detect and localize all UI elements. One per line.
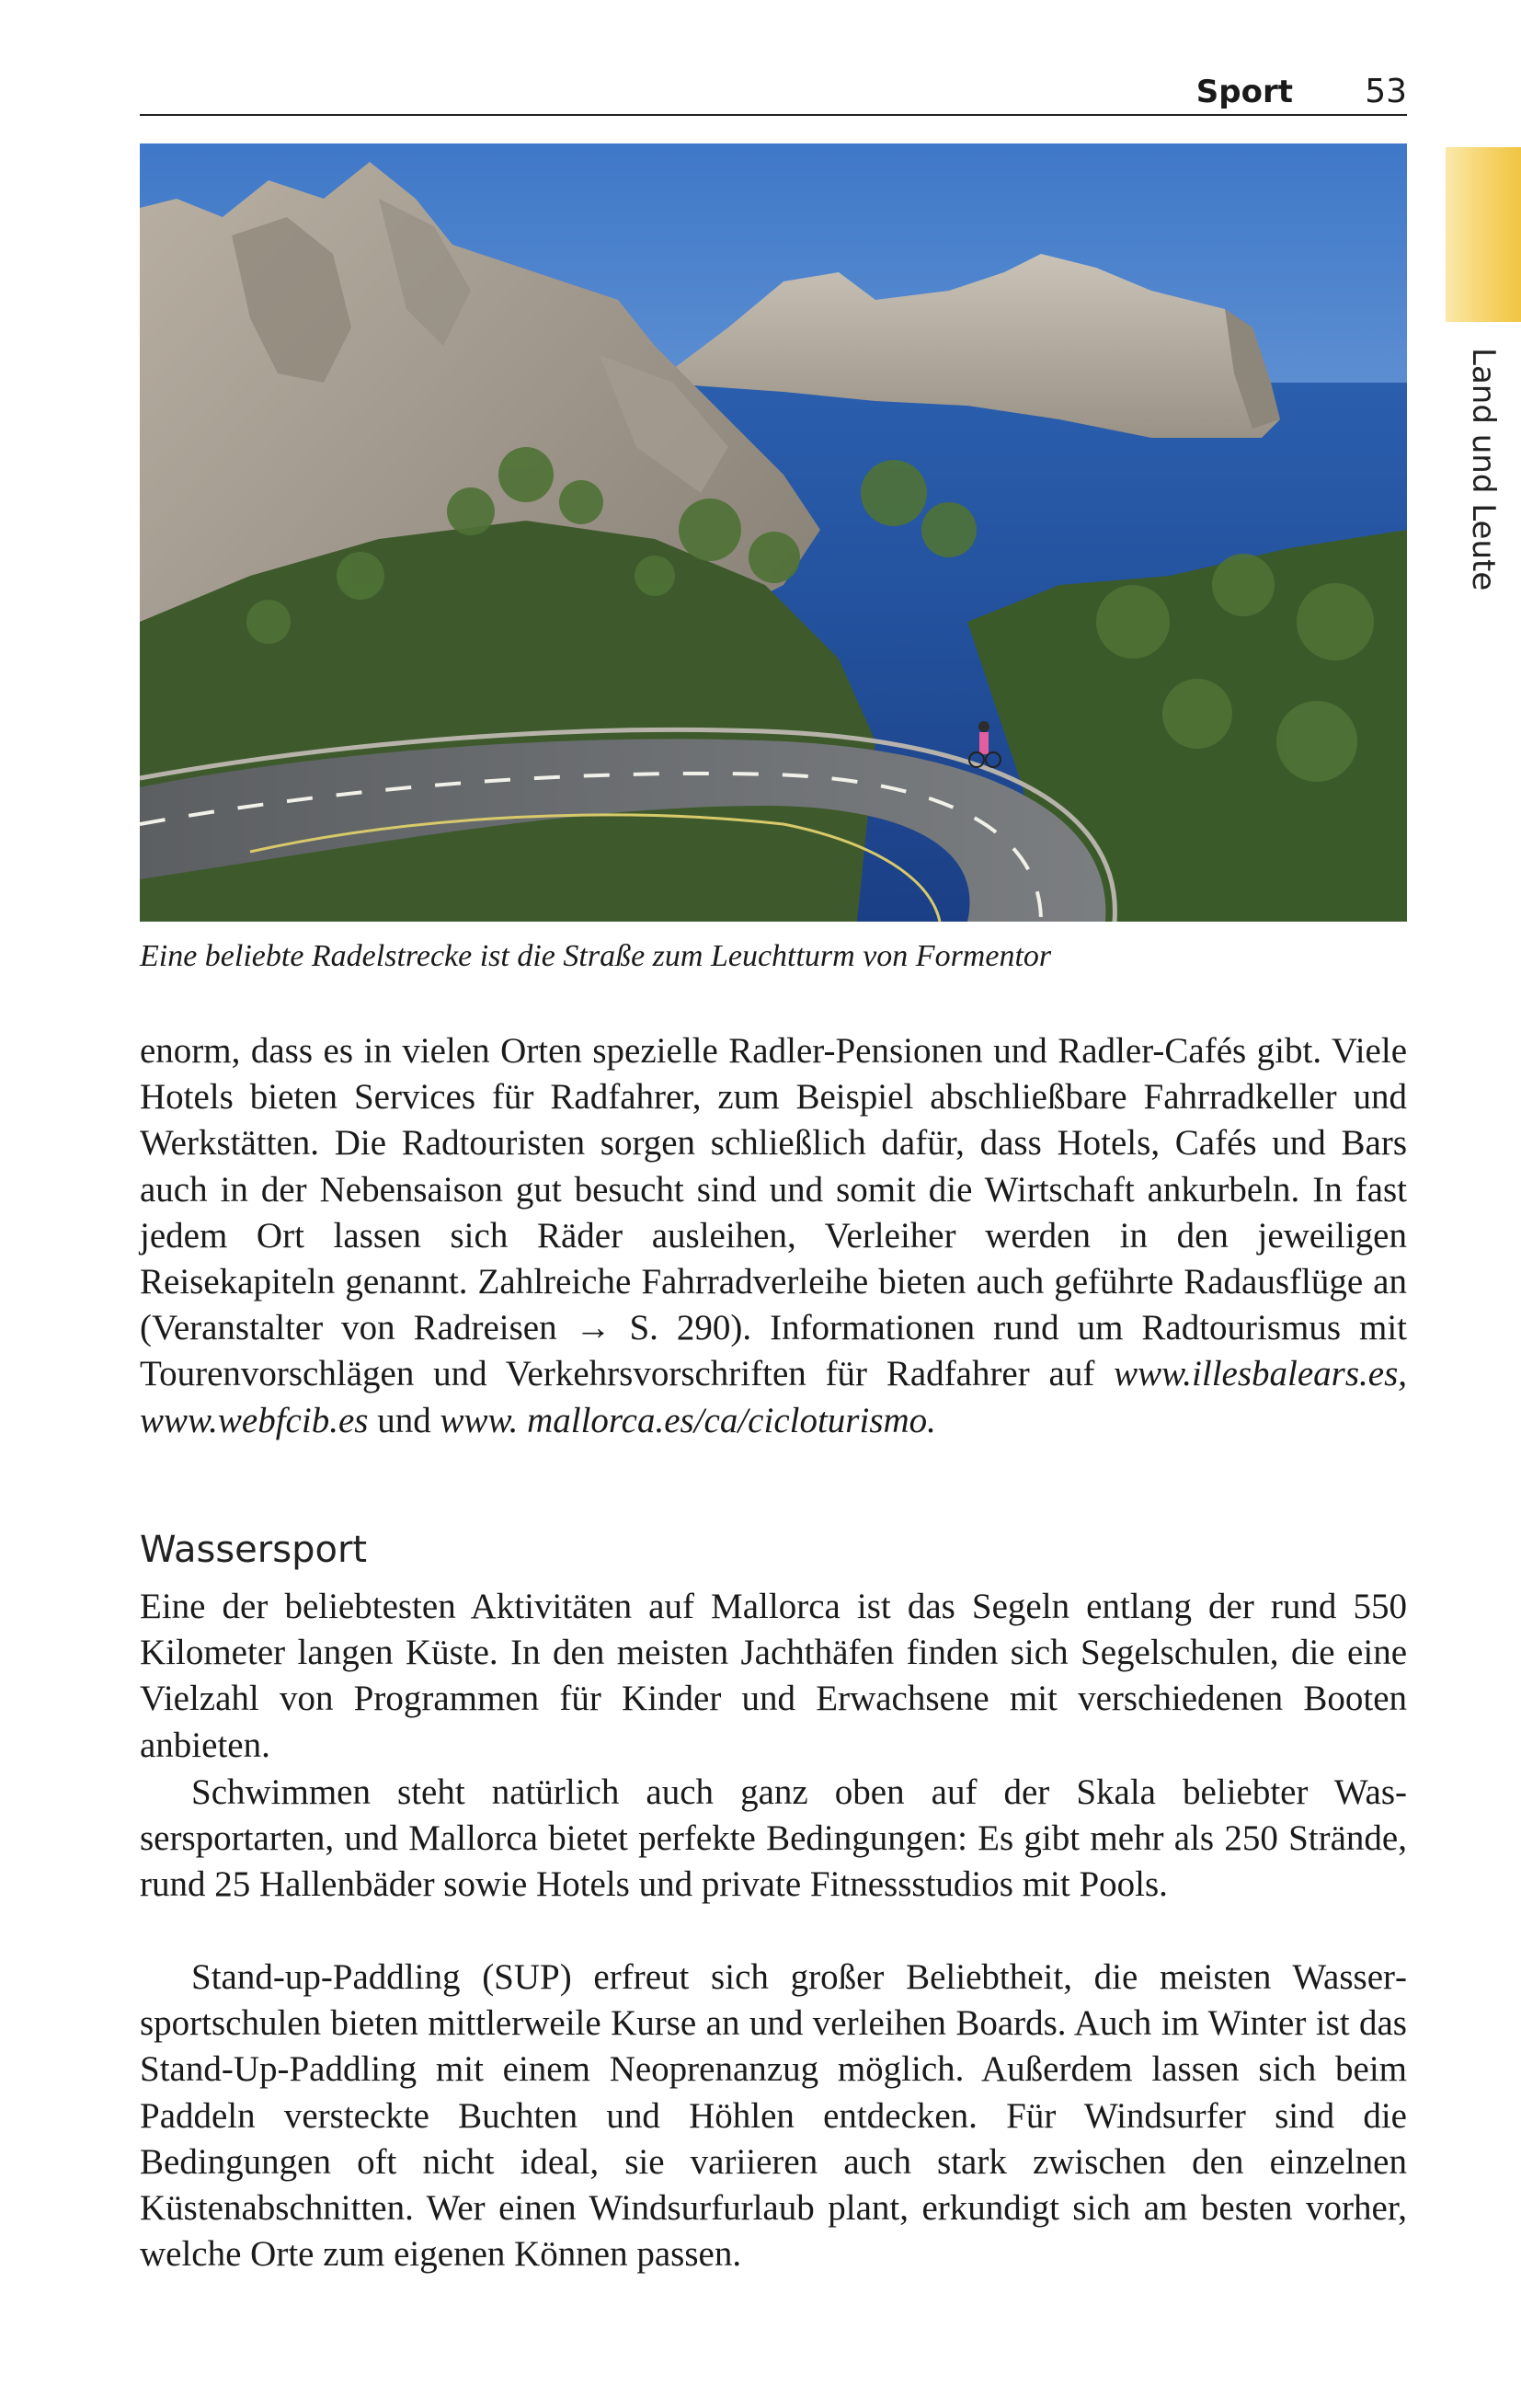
chapter-label-text: Land und Leute: [1465, 348, 1502, 591]
p1-text-1: enorm, dass es in vielen Orten spezielle Radler-Pensionen und Radler-Cafés gibt. Viele Hotels bieten Services für Radfahrer, zum Beispiel abschließbare Fahrradkeller und Werkstätten. Die Radtouristen sorgen schließlich dafür, dass Hotels, Cafés und Bars auch in der Nebensaison gut besucht sind und somit die Wirtschaft ankurbeln. In fast jedem Ort lassen sich Räder ausleihen, Verleiher werden in den jeweiligen Reisekapiteln genannt. Zahlreiche Fahrradverleihe bieten auch geführte Radausflüge an (Veranstalter von Radreisen → S. 290). Informationen rund um Radtourismus mit Tourenvorschlägen und Verkehrsvorschriften für Radfahrer auf: [140, 1031, 1407, 1394]
photo-caption: Eine beliebte Radelstrecke ist die Straße zum Leuchtturm von Formentor: [140, 939, 1052, 973]
subheading-wassersport: Wassersport: [140, 1529, 368, 1571]
chapter-tab: [1446, 147, 1521, 322]
photo-illustration: [140, 143, 1407, 922]
section-name: Sport: [1195, 74, 1293, 110]
p1-link-2: www. mallorca.es/ca/cicloturismo.: [440, 1400, 936, 1440]
p1-text-2: und: [368, 1400, 440, 1440]
formentor-road-photo: [140, 143, 1407, 922]
chapter-label: [1428, 348, 1521, 624]
paragraph-sup: Stand-up-Paddling (SUP) erfreut sich großer Beliebtheit, die meisten Wassersportschulen bieten mittlerweile Kurse an und verleihen Boards. Auch im Winter ist das Stand-Up-Paddling mit einem Neoprenanzug möglich. Außerdem lassen sich beim Paddeln versteckte Buchten und Höhlen entdecken. Für Windsurfer sind die Bedingungen oft nicht ideal, sie variieren auch stark zwischen den einzelnen Küstenabschnitten. Wer einen Windsurfurlaub plant, erkundigt sich am besten vorher, welche Orte zum eigenen Können passen.: [140, 1957, 1407, 2275]
paragraph-cycling: [140, 1028, 1407, 1444]
paragraph-sailing: Eine der beliebtesten Aktivitäten auf Mallorca ist das Segeln entlang der rund 550 Kilometer langen Küste. In den meisten Jachthäfen finden sich Segelschulen, die eine Vielzahl von Programmen für Kinder und Erwachsene mit verschiedenen Booten anbieten.: [140, 1587, 1407, 1765]
page-number: 53: [1365, 73, 1407, 110]
paragraph-swimming: Schwimmen steht natürlich auch ganz oben auf der Skala beliebter Wassersportarten, und Mallorca bietet perfekte Bedingungen: Es gibt mehr als 250 Strände, rund 25 Hallenbäder sowie Hotels und private Fitnessstudios mit Pools.: [140, 1772, 1407, 1905]
running-header: [140, 72, 1407, 116]
p1-link-1: www.illesbalears.es, www.webfcib.es: [140, 1354, 1407, 1440]
